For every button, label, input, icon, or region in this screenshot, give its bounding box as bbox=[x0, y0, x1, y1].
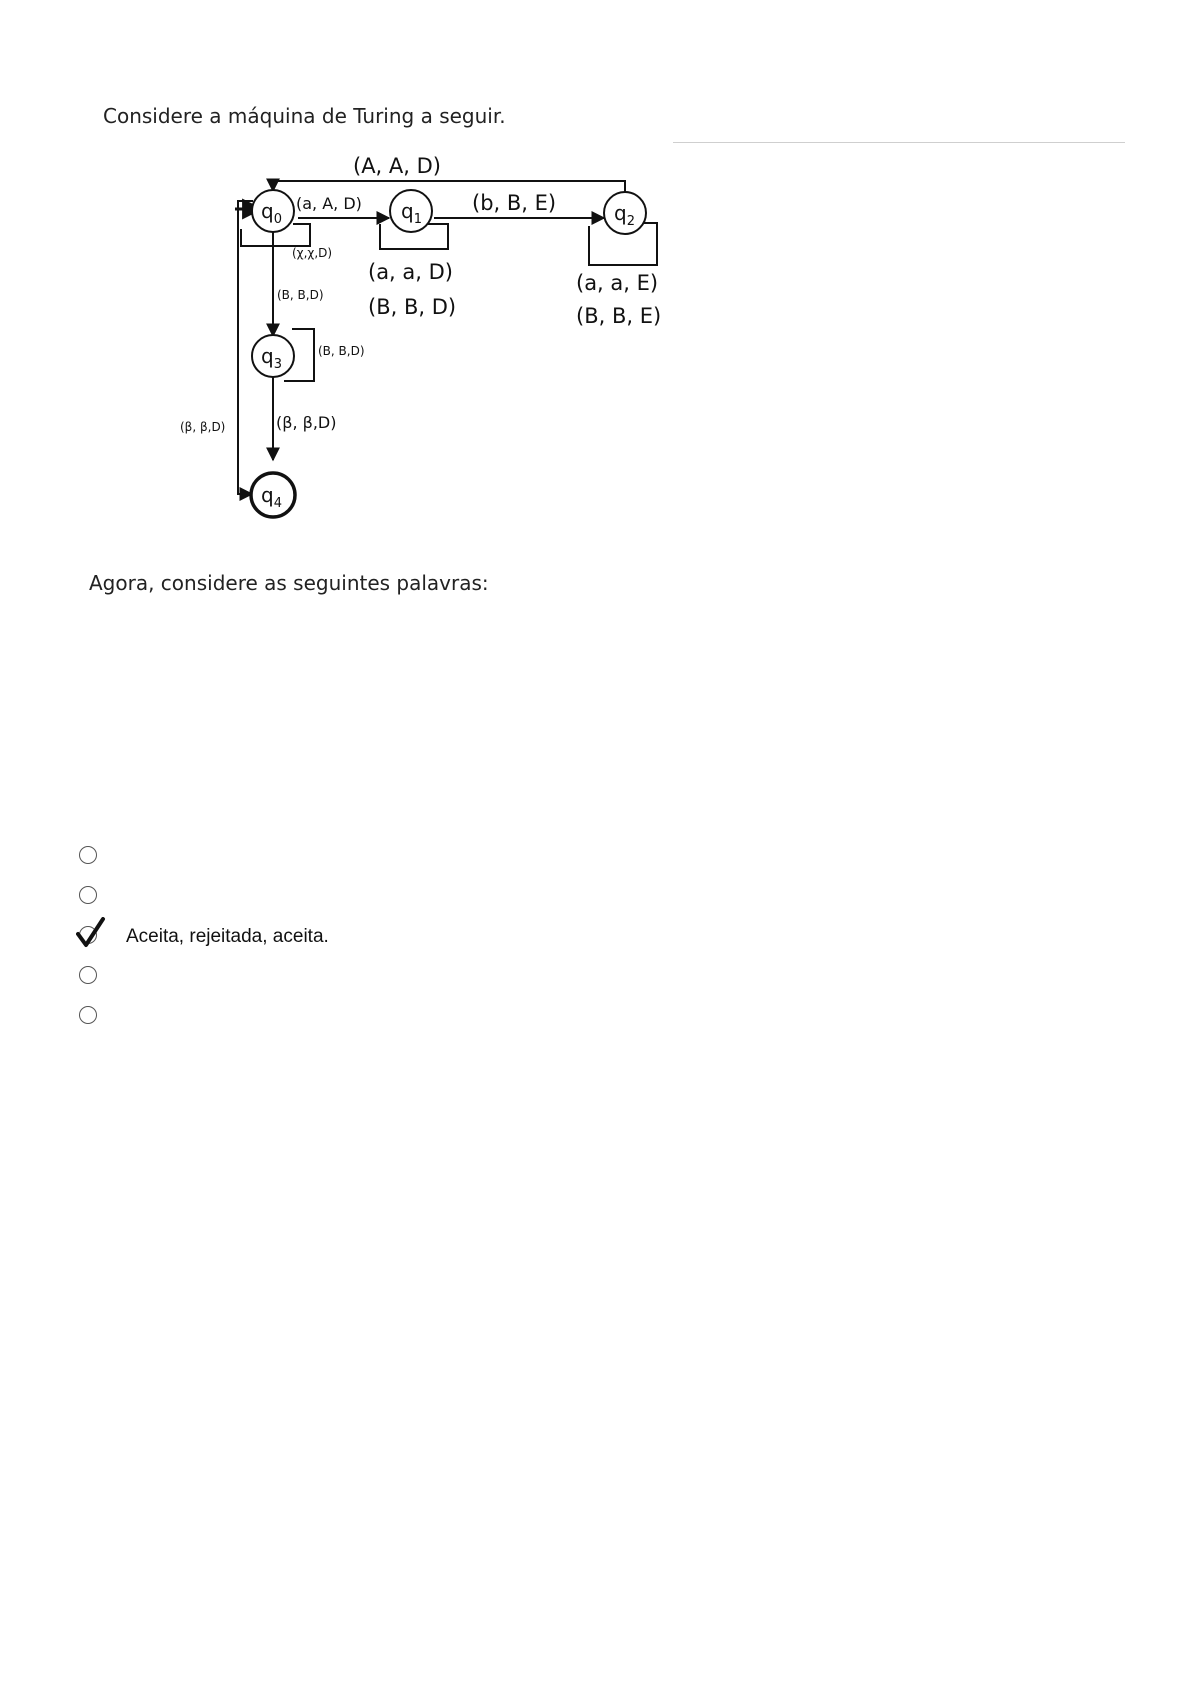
radio-button[interactable] bbox=[79, 886, 97, 904]
label-q3-loop: (B, B,D) bbox=[318, 344, 365, 358]
option-3[interactable] bbox=[76, 923, 676, 963]
label-q0-q3: (B, B,D) bbox=[277, 288, 324, 302]
state-q2 bbox=[604, 192, 646, 234]
label-q1-loop-2: (B, B, D) bbox=[368, 295, 457, 319]
label-q1-loop-1: (a, a, D) bbox=[368, 260, 453, 284]
label-q0-loop: (χ,χ,D) bbox=[292, 246, 333, 260]
option-4[interactable] bbox=[76, 963, 676, 1003]
radio-button[interactable] bbox=[79, 1006, 97, 1024]
svg-text:q3: $q_3$ bbox=[261, 344, 282, 372]
label-q1-q2: (b, B, E) bbox=[472, 191, 557, 215]
option-2[interactable] bbox=[76, 883, 676, 923]
svg-text:q4: $q_4$ bbox=[261, 483, 282, 511]
label-q0-q4: (β, β,D) bbox=[180, 420, 226, 434]
divider bbox=[673, 142, 1125, 143]
option-5[interactable] bbox=[76, 1003, 676, 1043]
option-1[interactable] bbox=[76, 843, 676, 883]
label-q2-q0: (A, A, D) bbox=[353, 154, 441, 178]
label-q2-loop-1: (a, a, E) bbox=[576, 271, 659, 295]
svg-text:q1: $q_1$ bbox=[401, 199, 422, 227]
edge-q2-q0 bbox=[273, 181, 625, 192]
state-q1 bbox=[390, 190, 432, 232]
checkmark-icon bbox=[76, 917, 106, 949]
label-q2-loop-2: (B, B, E) bbox=[576, 304, 662, 328]
answer-options bbox=[76, 843, 676, 1043]
state-q4 bbox=[251, 473, 295, 517]
svg-text:q2: $q_2$ bbox=[614, 201, 635, 229]
radio-button[interactable] bbox=[79, 966, 97, 984]
state-q0 bbox=[252, 190, 294, 232]
turing-machine-svg bbox=[180, 148, 700, 533]
label-q0-q1: (a, A, D) bbox=[296, 194, 362, 213]
option-label: Aceita, rejeitada, aceita. bbox=[126, 926, 329, 947]
state-q3 bbox=[252, 335, 294, 377]
turing-machine-diagram bbox=[180, 148, 700, 533]
question-intro: Considere a máquina de Turing a seguir. bbox=[103, 104, 506, 128]
question-prompt: Agora, considere as seguintes palavras: bbox=[89, 571, 489, 595]
label-q3-q4: (β, β,D) bbox=[276, 413, 337, 432]
svg-text:q0: $q_0$ bbox=[261, 199, 282, 227]
radio-button[interactable] bbox=[79, 846, 97, 864]
